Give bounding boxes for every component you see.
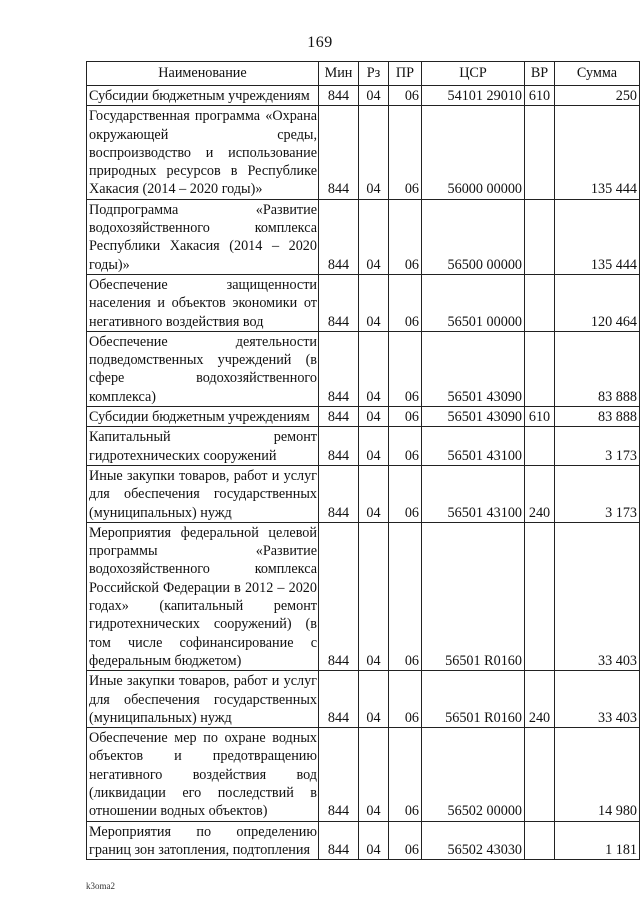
table-row bbox=[87, 199, 640, 274]
cell-csr: 54101 29010 bbox=[422, 86, 525, 106]
cell-vr bbox=[525, 331, 555, 406]
cell-vr bbox=[525, 106, 555, 199]
table-row bbox=[87, 821, 640, 860]
cell-sum: 83 888 bbox=[555, 331, 640, 406]
table-header bbox=[87, 62, 640, 86]
cell-pr: 06 bbox=[389, 199, 422, 274]
cell-csr: 56500 00000 bbox=[422, 199, 525, 274]
header-name: Наименование bbox=[87, 62, 319, 86]
cell-min: 844 bbox=[319, 407, 359, 427]
cell-rz: 04 bbox=[359, 671, 389, 728]
cell-rz: 04 bbox=[359, 465, 389, 522]
cell-sum: 3 173 bbox=[555, 427, 640, 466]
table-body bbox=[87, 86, 640, 860]
header-rz: Рз bbox=[359, 62, 389, 86]
cell-vr: 610 bbox=[525, 86, 555, 106]
cell-vr: 240 bbox=[525, 671, 555, 728]
cell-pr: 06 bbox=[389, 331, 422, 406]
budget-table bbox=[86, 61, 640, 860]
cell-pr: 06 bbox=[389, 671, 422, 728]
cell-vr bbox=[525, 427, 555, 466]
table-row bbox=[87, 465, 640, 522]
cell-name: Обеспечение мер по охране водных объектов и предотвращению негативного воздействия вод (ликвидации его последствий в отношении водных объектов) bbox=[87, 728, 319, 821]
cell-rz: 04 bbox=[359, 106, 389, 199]
cell-vr: 240 bbox=[525, 465, 555, 522]
cell-rz: 04 bbox=[359, 331, 389, 406]
cell-name: Мероприятия по определению границ зон затопления, подтопления bbox=[87, 821, 319, 860]
header-pr: ПР bbox=[389, 62, 422, 86]
cell-csr: 56502 00000 bbox=[422, 728, 525, 821]
cell-min: 844 bbox=[319, 821, 359, 860]
footer-code: k3oma2 bbox=[86, 881, 115, 891]
cell-min: 844 bbox=[319, 728, 359, 821]
cell-pr: 06 bbox=[389, 407, 422, 427]
cell-csr: 56501 R0160 bbox=[422, 522, 525, 670]
cell-sum: 14 980 bbox=[555, 728, 640, 821]
cell-vr bbox=[525, 821, 555, 860]
cell-name: Иные закупки товаров, работ и услуг для обеспечения государственных (муниципальных) нужд bbox=[87, 465, 319, 522]
cell-csr: 56501 R0160 bbox=[422, 671, 525, 728]
cell-vr bbox=[525, 728, 555, 821]
cell-sum: 1 181 bbox=[555, 821, 640, 860]
page-number: 169 bbox=[307, 34, 333, 51]
cell-vr bbox=[525, 274, 555, 331]
header-sum: Сумма bbox=[555, 62, 640, 86]
cell-min: 844 bbox=[319, 199, 359, 274]
cell-sum: 33 403 bbox=[555, 522, 640, 670]
header-min: Мин bbox=[319, 62, 359, 86]
table-row bbox=[87, 671, 640, 728]
cell-rz: 04 bbox=[359, 199, 389, 274]
cell-min: 844 bbox=[319, 274, 359, 331]
cell-name: Обеспечение защищенности населения и объектов экономики от негативного воздействия вод bbox=[87, 274, 319, 331]
table-row bbox=[87, 106, 640, 199]
cell-vr: 610 bbox=[525, 407, 555, 427]
header-vr: ВР bbox=[525, 62, 555, 86]
cell-min: 844 bbox=[319, 671, 359, 728]
cell-rz: 04 bbox=[359, 821, 389, 860]
cell-pr: 06 bbox=[389, 522, 422, 670]
cell-sum: 83 888 bbox=[555, 407, 640, 427]
cell-name: Субсидии бюджетным учреждениям bbox=[87, 407, 319, 427]
table-row bbox=[87, 331, 640, 406]
cell-min: 844 bbox=[319, 465, 359, 522]
cell-rz: 04 bbox=[359, 427, 389, 466]
table-row bbox=[87, 274, 640, 331]
cell-sum: 135 444 bbox=[555, 106, 640, 199]
cell-name: Иные закупки товаров, работ и услуг для обеспечения государственных (муниципальных) нужд bbox=[87, 671, 319, 728]
cell-sum: 250 bbox=[555, 86, 640, 106]
cell-name: Мероприятия федеральной целевой программы «Развитие водохозяйственного комплекса Российской Федерации в 2012 – 2020 годах» (капитальный ремонт гидротехнических сооружений) (в том числе софинансирование с федеральным бюджетом) bbox=[87, 522, 319, 670]
cell-pr: 06 bbox=[389, 106, 422, 199]
cell-rz: 04 bbox=[359, 728, 389, 821]
table-row bbox=[87, 407, 640, 427]
cell-rz: 04 bbox=[359, 522, 389, 670]
cell-csr: 56501 43100 bbox=[422, 427, 525, 466]
cell-min: 844 bbox=[319, 106, 359, 199]
cell-pr: 06 bbox=[389, 465, 422, 522]
cell-sum: 3 173 bbox=[555, 465, 640, 522]
cell-rz: 04 bbox=[359, 86, 389, 106]
cell-sum: 33 403 bbox=[555, 671, 640, 728]
table-row bbox=[87, 522, 640, 670]
cell-pr: 06 bbox=[389, 728, 422, 821]
cell-csr: 56501 43100 bbox=[422, 465, 525, 522]
table-row bbox=[87, 86, 640, 106]
cell-pr: 06 bbox=[389, 274, 422, 331]
cell-csr: 56501 43090 bbox=[422, 407, 525, 427]
cell-min: 844 bbox=[319, 331, 359, 406]
cell-csr: 56501 43090 bbox=[422, 331, 525, 406]
table-row bbox=[87, 427, 640, 466]
cell-pr: 06 bbox=[389, 427, 422, 466]
header-csr: ЦСР bbox=[422, 62, 525, 86]
cell-vr bbox=[525, 199, 555, 274]
cell-sum: 120 464 bbox=[555, 274, 640, 331]
cell-rz: 04 bbox=[359, 407, 389, 427]
cell-min: 844 bbox=[319, 86, 359, 106]
cell-rz: 04 bbox=[359, 274, 389, 331]
cell-min: 844 bbox=[319, 427, 359, 466]
cell-name: Субсидии бюджетным учреждениям bbox=[87, 86, 319, 106]
cell-csr: 56502 43030 bbox=[422, 821, 525, 860]
cell-min: 844 bbox=[319, 522, 359, 670]
cell-pr: 06 bbox=[389, 86, 422, 106]
cell-sum: 135 444 bbox=[555, 199, 640, 274]
table-row bbox=[87, 728, 640, 821]
cell-csr: 56000 00000 bbox=[422, 106, 525, 199]
cell-name: Государственная программа «Охрана окружающей среды, воспроизводство и использование природных ресурсов в Республике Хакасия (2014 – 2020 годы)» bbox=[87, 106, 319, 199]
cell-name: Подпрограмма «Развитие водохозяйственного комплекса Республики Хакасия (2014 – 2020 годы)» bbox=[87, 199, 319, 274]
cell-pr: 06 bbox=[389, 821, 422, 860]
cell-name: Капитальный ремонт гидротехнических сооружений bbox=[87, 427, 319, 466]
cell-vr bbox=[525, 522, 555, 670]
cell-name: Обеспечение деятельности подведомственных учреждений (в сфере водохозяйственного комплекса) bbox=[87, 331, 319, 406]
cell-csr: 56501 00000 bbox=[422, 274, 525, 331]
